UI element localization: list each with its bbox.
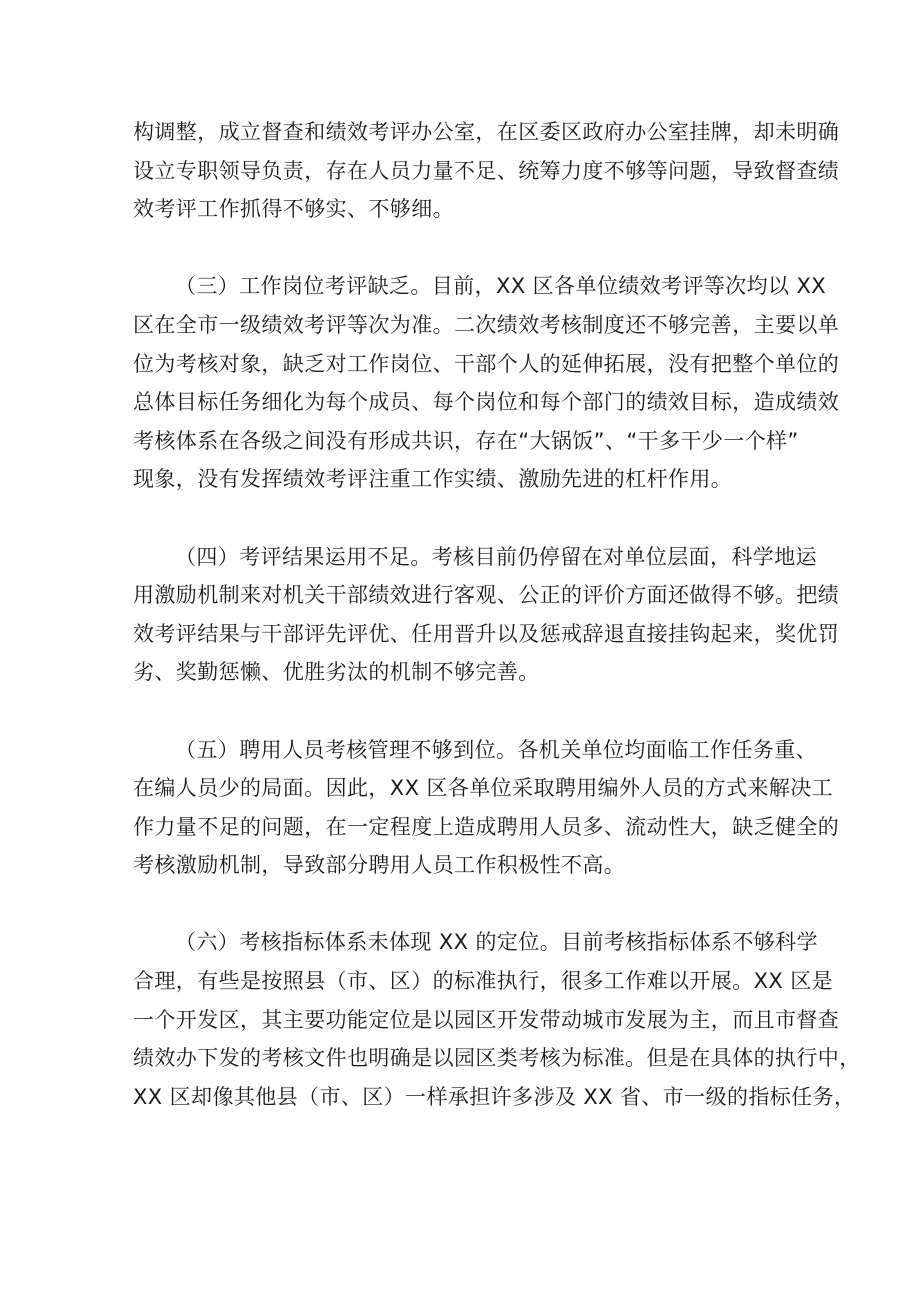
text-line: 考核体系在各级之间没有形成共识，存在“大锅饭”、“干多干少一个样” [133, 428, 799, 453]
text-line: 在编人员少的局面。因此，XX 区各单位采取聘用编外人员的方式来解决工 [133, 776, 834, 801]
text-line: 区在全市一级绩效考评等次为准。二次绩效考核制度还不够完善，主要以单 [133, 312, 840, 337]
text-line: 用激励机制来对机关干部绩效进行客观、公正的评价方面还做得不够。把绩 [133, 583, 840, 608]
text-line: （六）考核指标体系未体现 XX 的定位。目前考核指标体系不够科学 [175, 930, 818, 955]
text-line: 现象，没有发挥绩效考评注重工作实绩、激励先进的杠杆作用。 [133, 467, 733, 492]
text-line: 构调整，成立督查和绩效考评办公室，在区委区政府办公室挂牌，却未明确 [133, 120, 840, 144]
text-line: 一个开发区，其主要功能定位是以园区开发带动城市发展为主，而且市督查 [133, 1007, 840, 1032]
text-line: 设立专职领导负责，存在人员力量不足、统筹力度不够等问题，导致督查绩 [133, 158, 840, 183]
text-line: 总体目标任务细化为每个成员、每个岗位和每个部门的绩效目标，造成绩效 [133, 390, 840, 415]
paragraph-gap [133, 229, 793, 268]
paragraph-gap [133, 885, 793, 924]
paragraph-gap [133, 499, 793, 538]
text-line: 作力量不足的问题，在一定程度上造成聘用人员多、流动性大，缺乏健全的 [133, 814, 840, 839]
text-line: 效考评工作抓得不够实、不够细。 [133, 197, 454, 222]
text-line: （五）聘用人员考核管理不够到位。各机关单位均面临工作任务重、 [175, 737, 817, 762]
text-line: 位为考核对象，缺乏对工作岗位、干部个人的延伸拓展，没有把整个单位的 [133, 351, 840, 376]
text-line: 劣、奖勤惩懒、优胜劣汰的机制不够完善。 [133, 660, 540, 685]
text-line: 效考评结果与干部评先评优、任用晋升以及惩戒辞退直接挂钩起来，奖优罚 [133, 621, 840, 646]
text-line: 合理，有些是按照县（市、区）的标准执行，很多工作难以开展。XX 区是 [133, 969, 834, 994]
text-line: 绩效办下发的考核文件也明确是以园区类考核为标准。但是在具体的执行中， [133, 1046, 861, 1071]
paragraph-gap [133, 692, 793, 731]
text-line: XX 区却像其他县（市、区）一样承担许多涉及 XX 省、市一级的指标任务， [133, 1084, 856, 1109]
text-line: （三）工作岗位考评缺乏。目前，XX 区各单位绩效考评等次均以 XX [175, 274, 827, 299]
text-line: 考核激励机制，导致部分聘用人员工作积极性不高。 [133, 853, 626, 878]
text-line: （四）考评结果运用不足。考核目前仍停留在对单位层面，科学地运 [175, 544, 817, 569]
document-body [133, 113, 861, 1116]
